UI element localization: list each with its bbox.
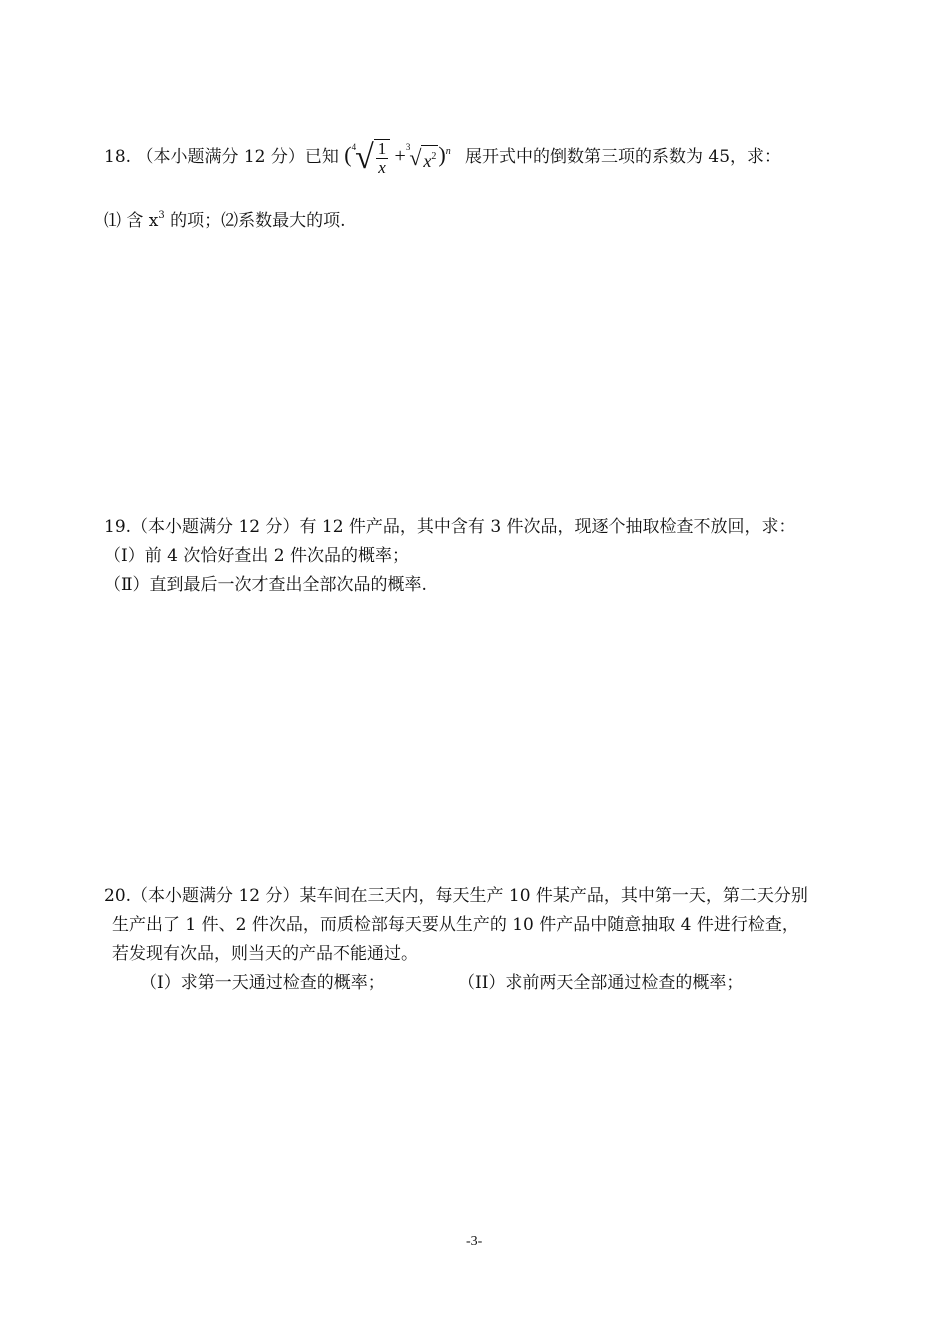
formula-plus: + bbox=[394, 145, 406, 167]
formula-frac-den: x bbox=[378, 158, 386, 178]
q18-part1-suffix: 的项；⑵系数最大的项. bbox=[164, 211, 346, 231]
formula-cube-root: √ $x^2$ bbox=[409, 145, 437, 171]
q18-tail: 展开式中的倒数第三项的系数为 45，求： bbox=[464, 147, 782, 167]
formula-root3-index: 3 bbox=[405, 142, 411, 152]
q18-lead: 18. （本小题满分 12 分）已知 bbox=[104, 147, 339, 167]
formula-radicand: x bbox=[423, 150, 432, 171]
q20-line1: 20.（本小题满分 12 分）某车间在三天内，每天生产 10 件某产品，其中第一天，第二天分别 bbox=[104, 886, 808, 906]
formula-fourth-root: √ $\frac{1}{x}$ bbox=[355, 139, 390, 177]
page-number: -3- bbox=[466, 1234, 483, 1249]
q20-sub1: （I）求第一天通过检查的概率； bbox=[140, 973, 385, 993]
q19-line3: （Ⅱ）直到最后一次才查出全部次品的概率. bbox=[104, 575, 427, 595]
formula-open-paren: ( bbox=[344, 142, 352, 167]
q19-line2: （Ⅰ）前 4 次恰好查出 2 件次品的概率； bbox=[104, 546, 409, 566]
q19-line1: 19.（本小题满分 12 分）有 12 件产品，其中含有 3 件次品，现逐个抽取检查不放回，求： bbox=[104, 517, 796, 537]
q18-line1 bbox=[104, 136, 781, 177]
q20-sub2: （II）求前两天全部通过检查的概率； bbox=[458, 973, 744, 993]
formula-fraction bbox=[376, 140, 389, 177]
q18-part1-exp: 3 bbox=[158, 210, 165, 221]
q18-formula bbox=[344, 139, 455, 178]
q18-part1-prefix: ⑴ 含 x bbox=[104, 211, 159, 231]
formula-close-paren: ) bbox=[438, 142, 446, 167]
q20-line2: 生产出了 1 件、2 件次品，而质检部每天要从生产的 10 件产品中随意抽取 4 件进行检查， bbox=[112, 915, 799, 935]
formula-power: n bbox=[445, 146, 451, 157]
q20-line3: 若发现有次品，则当天的产品不能通过。 bbox=[112, 944, 418, 964]
formula-frac-num: 1 bbox=[377, 139, 387, 159]
formula-root4-index: 4 bbox=[351, 142, 357, 152]
formula-radicand-exp: 2 bbox=[431, 150, 437, 162]
q18-parts bbox=[104, 205, 346, 232]
